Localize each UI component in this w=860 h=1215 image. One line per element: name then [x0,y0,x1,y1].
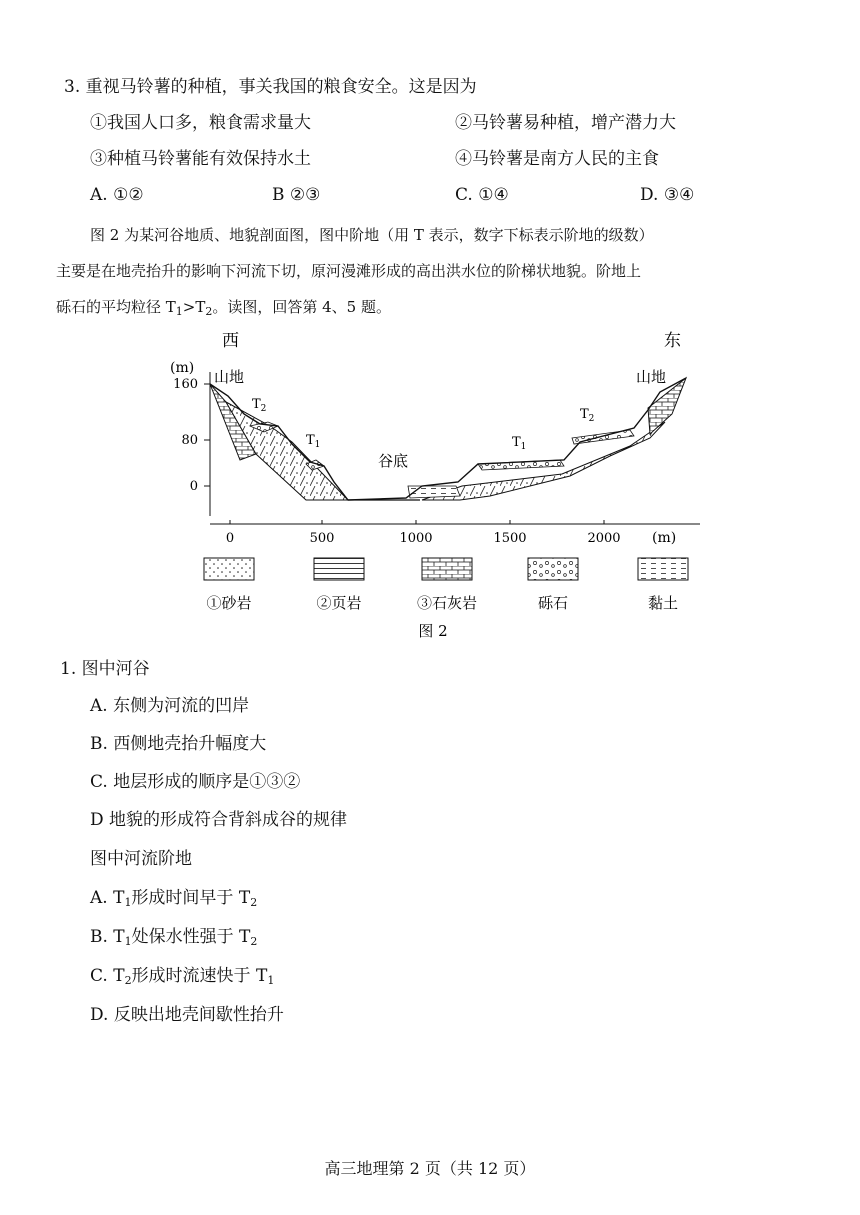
figure-caption: 图 2 [418,622,448,640]
y-axis-unit: (m) [170,360,195,376]
x-tick-label: 500 [309,531,335,546]
label-mountain-west: 山地 [214,368,245,386]
legend-swatch-clay [638,558,688,580]
label-east-t2: $T_2$ [580,407,595,424]
q3-option-b: B ②③ [272,185,321,205]
legend-label: 砾石 [537,594,569,612]
label-west-t2: $T_2$ [252,397,267,414]
q4-option-b: B. 西侧地壳抬升幅度大 [90,734,267,754]
q3-statement-4: ④马铃薯是南方人民的主食 [455,149,659,169]
q5-option-d: D. 反映出地壳间歇性抬升 [90,1005,284,1025]
legend-swatch-shale [314,558,364,580]
q4-option-d: D 地貌的形成符合背斜成谷的规律 [90,810,348,830]
floodplain-clay [408,486,460,498]
intro-line-2: 主要是在地壳抬升的影响下河流下切，原河漫滩形成的高出洪水位的阶梯状地貌。阶地上 [56,262,642,280]
q5-stem: 图中河流阶地 [90,849,192,869]
q4-option-c: C. 地层形成的顺序是①③② [90,772,301,792]
q3-statement-1: ①我国人口多，粮食需求量大 [90,113,311,133]
q3-option-c: C. ①④ [455,185,509,205]
q3-option-d: D. ③④ [640,185,695,205]
q5-option-c: C. $T_2$形成时流速快于 $T_1$ [90,966,275,987]
valley-cross-section-figure [160,326,720,648]
x-tick-label: 2000 [587,531,621,546]
x-tick-label: 0 [225,531,235,546]
legend-swatch-limestone [422,558,472,580]
label-east: 东 [664,331,681,351]
legend-label: ①砂岩 [206,594,252,612]
intro-line-1: 图 2 为某河谷地质、地貌剖面图，图中阶地（用 T 表示，数字下标表示阶地的级数） [90,226,654,244]
q4-option-a: A. 东侧为河流的凹岸 [90,696,250,716]
q3-statement-2: ②马铃薯易种植，增产潜力大 [455,113,676,133]
legend-label: ③石灰岩 [416,594,478,612]
x-tick-label: 1500 [493,531,527,546]
q3-option-a: A. ①② [90,185,144,205]
label-valley-floor: 谷底 [378,452,409,470]
q5-option-b: B. $T_1$处保水性强于 $T_2$ [90,927,258,948]
label-mountain-east: 山地 [636,368,667,386]
legend-swatch-sandstone [204,558,254,580]
legend-swatch-gravel [528,558,578,580]
page-footer: 高三地理第 2 页（共 12 页） [324,1159,536,1178]
east-limestone-unit [648,378,686,434]
legend-label: 黏土 [647,594,679,612]
q4-stem: 1. 图中河谷 [60,659,150,679]
x-tick-label: 1000 [399,531,433,546]
q3-statement-3: ③种植马铃薯能有效保持水土 [90,149,311,169]
intro-line-3: 砾石的平均粒径 $T_1>T_2$。读图，回答第 4、5 题。 [56,298,391,318]
q3-stem: 3. 重视马铃薯的种植，事关我国的粮食安全。这是因为 [64,77,477,97]
x-axis-unit: (m) [652,530,677,546]
label-east-t1: $T_1$ [512,435,527,452]
y-tick-label: 80 [181,433,198,448]
y-tick-label: 0 [189,479,198,494]
label-west-t1: $T_1$ [306,433,321,450]
q5-option-a: A. $T_1$形成时间早于 $T_2$ [90,888,258,909]
legend-label: ②页岩 [316,594,362,612]
label-west: 西 [222,331,239,351]
y-tick-label: 160 [173,377,198,392]
